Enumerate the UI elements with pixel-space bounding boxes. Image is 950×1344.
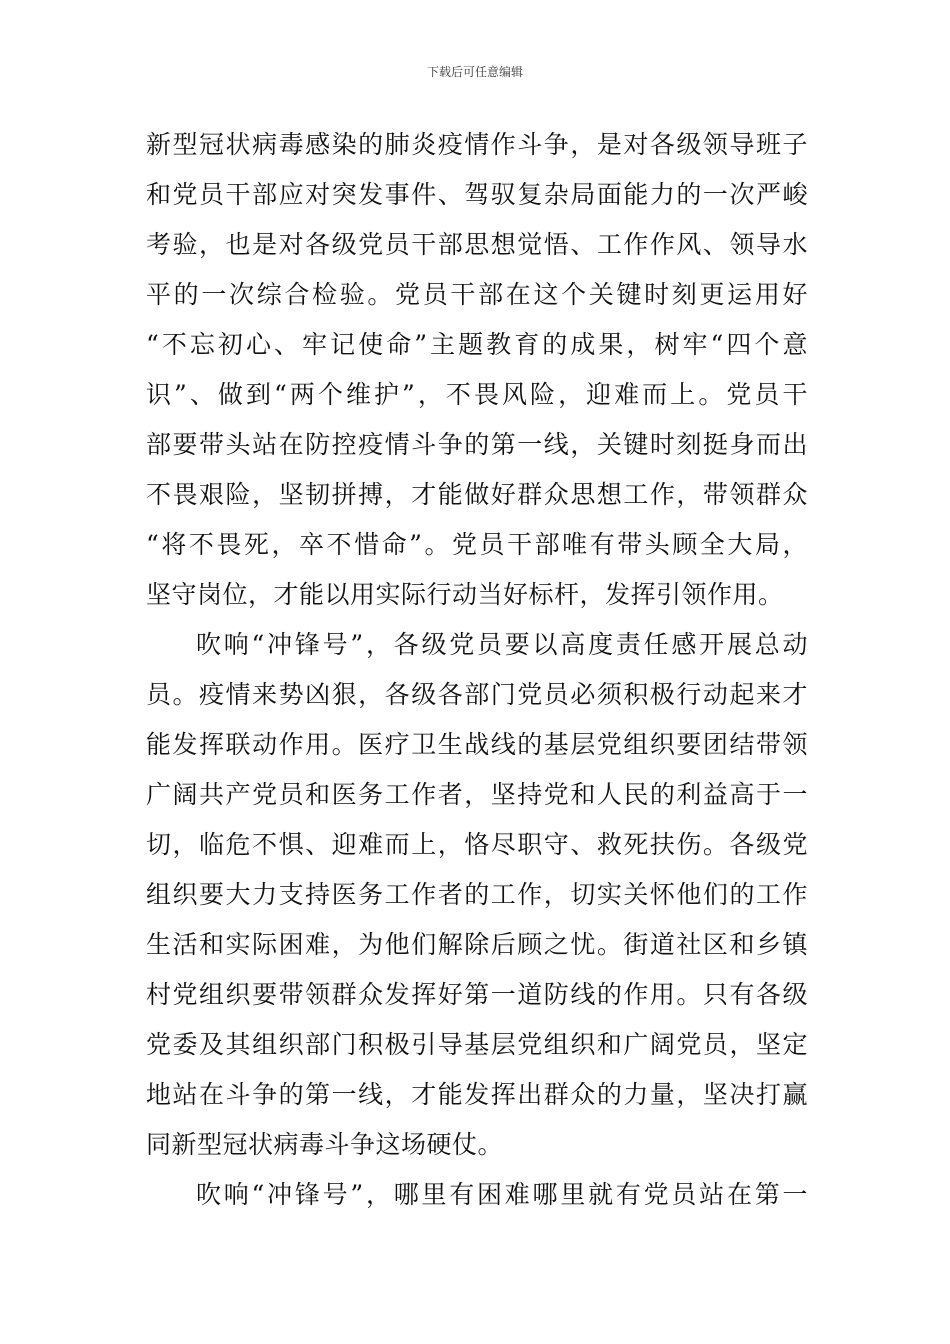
text-line: 平的一次综合检验。党员干部在这个关键时刻更运用好: [146, 280, 808, 309]
page-header: 下载后可任意编辑: [426, 65, 523, 79]
paragraph-start-line: 吹响“冲锋号”，各级党员要以高度责任感开展总动: [196, 630, 808, 659]
text-line: 考验，也是对各级党员干部思想觉悟、工作作风、领导水: [146, 230, 808, 259]
text-line: 组织要大力支持医务工作者的工作，切实关怀他们的工作: [146, 880, 808, 909]
text-line: 切，临危不惧、迎难而上，恪尽职守、救死扶伤。各级党: [146, 830, 808, 859]
text-line: 村党组织要带领群众发挥好第一道防线的作用。只有各级: [146, 980, 808, 1009]
text-line: 不畏艰险，坚韧拼搏，才能做好群众思想工作，带领群众: [146, 480, 808, 509]
text-line: 识”、做到“两个维护”，不畏风险，迎难而上。党员干: [146, 380, 808, 409]
text-line: 部要带头站在防控疫情斗争的第一线，关键时刻挺身而出: [146, 430, 808, 459]
text-line: “将不畏死，卒不惜命”。党员干部唯有带头顾全大局，: [146, 530, 808, 559]
text-line: 党委及其组织部门积极引导基层党组织和广阔党员，坚定: [146, 1030, 808, 1059]
text-line: 员。疫情来势凶狠，各级各部门党员必须积极行动起来才: [146, 680, 808, 709]
text-line: 同新型冠状病毒斗争这场硬仗。: [146, 1130, 504, 1159]
text-line: 新型冠状病毒感染的肺炎疫情作斗争，是对各级领导班子: [146, 130, 808, 159]
text-line: 和党员干部应对突发事件、驾驭复杂局面能力的一次严峻: [146, 180, 808, 209]
text-line: 广阔共产党员和医务工作者，坚持党和人民的利益高于一: [146, 780, 808, 809]
paragraph-start-line: 吹响“冲锋号”，哪里有困难哪里就有党员站在第一: [196, 1180, 808, 1209]
text-line: 能发挥联动作用。医疗卫生战线的基层党组织要团结带领: [146, 730, 808, 759]
text-line: 地站在斗争的第一线，才能发挥出群众的力量，坚决打赢: [146, 1080, 808, 1109]
document-body: [146, 132, 808, 1232]
text-line: 生活和实际困难，为他们解除后顾之忧。街道社区和乡镇: [146, 930, 808, 959]
text-line: “不忘初心、牢记使命”主题教育的成果，树牢“四个意: [146, 330, 808, 359]
text-line: 坚守岗位，才能以用实际行动当好标杆，发挥引领作用。: [146, 580, 784, 609]
